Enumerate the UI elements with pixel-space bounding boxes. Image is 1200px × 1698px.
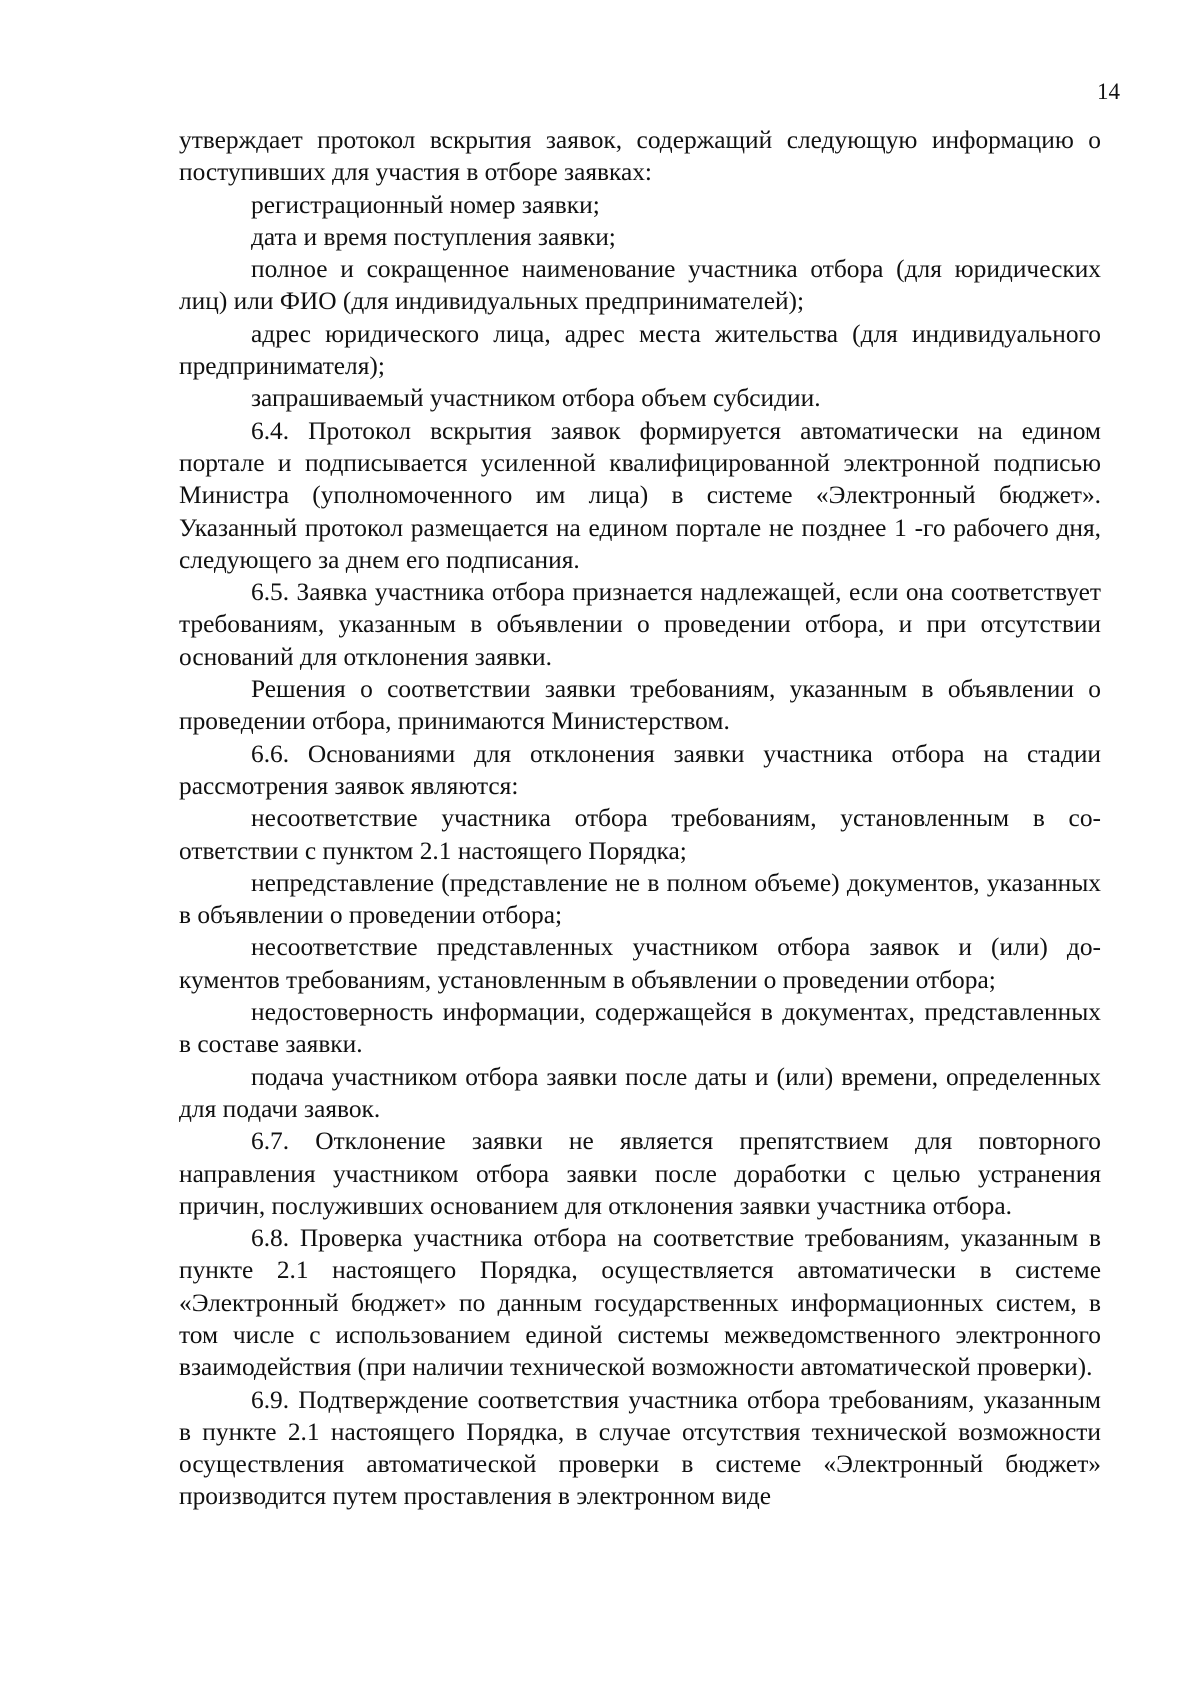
paragraph: несоответствие представленных участником отбора заявок и (или) документов требованиям, установленным в объявлении о проведении отбора; <box>179 933 1101 994</box>
paragraph: запрашиваемый участником отбора объем субсидии. <box>251 384 821 413</box>
paragraph: Решения о соответствии заявки требованиям, указанным в объявлении о проведении отбора, принимаются Министерством. <box>179 675 1101 736</box>
paragraph: 6.6. Основаниями для отклонения заявки участника отбора на стадии рассмотрения заявок являются: <box>179 739 1101 800</box>
paragraph: 6.5. Заявка участника отбора признается надлежащей, если она соответствует требованиям, указанным в объявлении о проведении отбора, и при отсутствии оснований для отклонения заявки. <box>179 578 1101 671</box>
paragraph: регистрационный номер заявки; <box>251 190 600 219</box>
paragraph: 6.4. Протокол вскрытия заявок формируется автоматически на едином портале и подписывается усиленной квалифицированной электронной подписью Министра (уполномоченного им лица) в системе «Электронный бюджет». Указанный протокол размещается на едином портале не позднее 1 -го рабочего дня, следующего за днем его подписания. <box>179 416 1101 574</box>
page-number: 14 <box>1097 79 1120 104</box>
paragraph: подача участником отбора заявки после даты и (или) времени, определенных для подачи заявок. <box>179 1062 1101 1123</box>
paragraph: 6.7. Отклонение заявки не является препятствием для повторного направления участником отбора заявки после доработки с целью устранения причин, послуживших основанием для отклонения заявки участника отбора. <box>179 1127 1101 1220</box>
document-body <box>179 124 1101 1513</box>
paragraph: дата и время поступления заявки; <box>251 222 616 251</box>
paragraph: несоответствие участника отбора требованиям, установленным в соответствии с пунктом 2.1 настоящего Порядка; <box>179 804 1101 865</box>
paragraph: 6.9. Подтверждение соответствия участника отбора требованиям, указанным в пункте 2.1 настоящего Порядка, в случае отсутствия технической возможности осуществления автоматической проверки в системе «Электронный бюджет» производится путем проставления в электронном виде <box>179 1385 1101 1511</box>
paragraph: полное и сокращенное наименование участника отбора (для юридических лиц) или ФИО (для индивидуальных предпринимателей); <box>179 255 1101 316</box>
paragraph: адрес юридического лица, адрес места жительства (для индивидуального предпринимателя); <box>179 319 1101 381</box>
paragraph: непредставление (представление не в полном объеме) документов, указанных в объявлении о проведении отбора; <box>179 868 1101 930</box>
paragraph: 6.8. Проверка участника отбора на соответствие требованиям, указанным в пункте 2.1 настоящего Порядка, осуществляется автоматически в системе «Электронный бюджет» по данным государственных информационных систем, в том числе с использованием единой системы межведомственного электронного взаимодействия (при наличии технической возможности автоматической проверки). <box>179 1224 1101 1382</box>
paragraph: утверждает протокол вскрытия заявок, содержащий следующую информацию о поступивших для участия в отборе заявках: <box>179 126 1101 187</box>
paragraph: недостоверность информации, содержащейся в документах, представленных в составе заявки. <box>179 998 1101 1059</box>
